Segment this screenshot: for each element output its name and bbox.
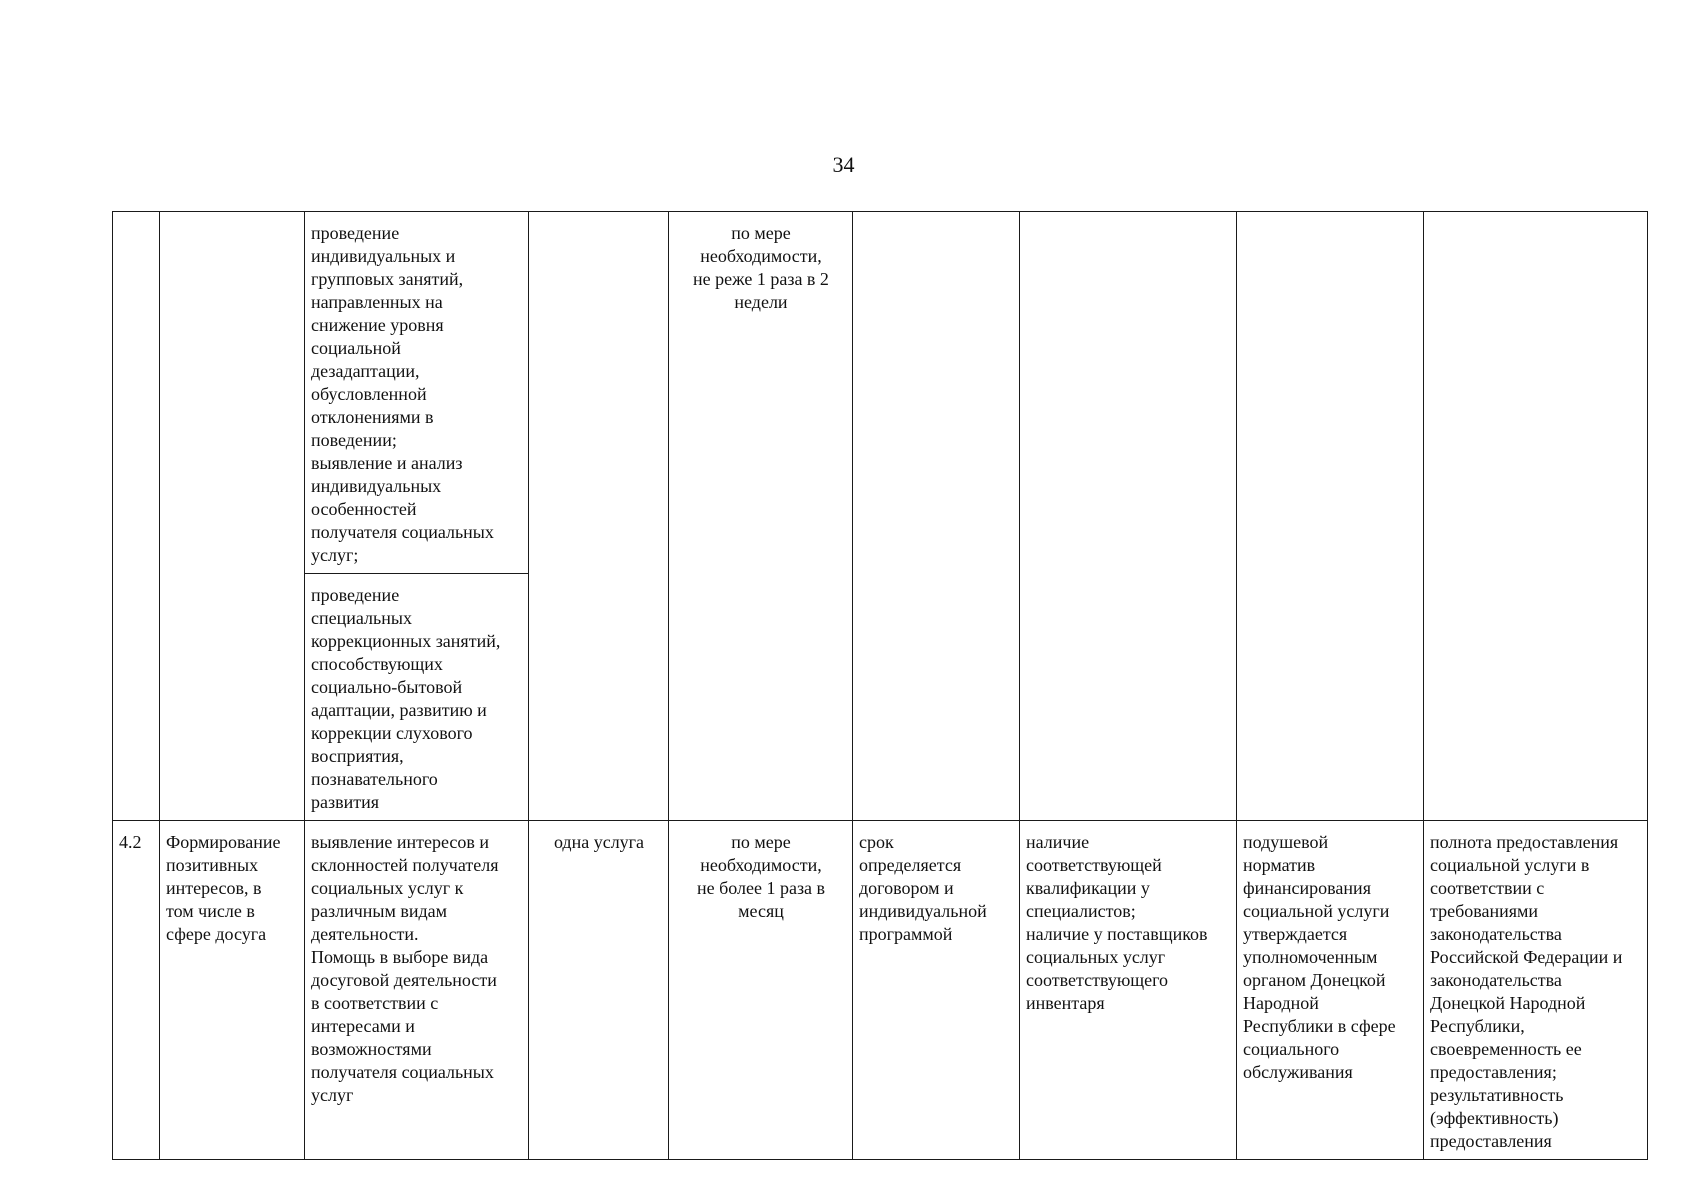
cell-unit: одна услуга bbox=[529, 821, 669, 1160]
cell-service-name: Формирование позитивных интересов, в том числе в сфере досуга bbox=[160, 821, 305, 1160]
cell-term: срок определяется договором и индивидуальной программой bbox=[853, 821, 1020, 1160]
cell-frequency-4-2: по мере необходимости, не более 1 раза в месяц bbox=[669, 821, 853, 1160]
cell-number-empty bbox=[113, 212, 160, 821]
cell-quality-empty bbox=[1424, 212, 1648, 821]
cell-conditions: наличие соответствующей квалификации у специалистов; наличие у поставщиков социальных услуг соответствующего инвентаря bbox=[1020, 821, 1237, 1160]
table-row-4-2 bbox=[113, 821, 1648, 1160]
cell-content-2: проведение специальных коррекционных занятий, способствующих социально-бытовой адаптации, развитию и коррекции слухового восприятия, познавательного развития bbox=[305, 574, 529, 821]
cell-number: 4.2 bbox=[113, 821, 160, 1160]
cell-service-content: выявление интересов и склонностей получателя социальных услуг к различным видам деятельности. Помощь в выборе вида досуговой деятельности в соответствии с интересами и возможностями получателя социальных услуг bbox=[305, 821, 529, 1160]
page-number: 34 bbox=[832, 152, 855, 177]
services-table bbox=[112, 211, 1648, 1160]
cell-conditions-empty bbox=[1020, 212, 1237, 821]
cell-frequency: по мере необходимости, не реже 1 раза в 2 недели bbox=[669, 212, 853, 821]
cell-unit-empty bbox=[529, 212, 669, 821]
cell-funding-empty bbox=[1237, 212, 1424, 821]
cell-content-1: проведение индивидуальных и групповых занятий, направленных на снижение уровня социальной дезадаптации, обусловленной отклонениями в поведении; выявление и анализ индивидуальных особенностей получателя социальных услуг; bbox=[305, 212, 529, 574]
cell-funding: подушевой норматив финансирования социальной услуги утверждается уполномоченным органом Донецкой Народной Республики в сфере социального обслуживания bbox=[1237, 821, 1424, 1160]
cell-quality: полнота предоставления социальной услуги в соответствии с требованиями законодательства Российской Федерации и законодательства Донецкой Народной Республики, своевременность ее предоставления; результативность (эффективность) предоставления bbox=[1424, 821, 1648, 1160]
cell-term-empty bbox=[853, 212, 1020, 821]
table-row-continuation bbox=[113, 212, 1648, 574]
cell-name-empty bbox=[160, 212, 305, 821]
